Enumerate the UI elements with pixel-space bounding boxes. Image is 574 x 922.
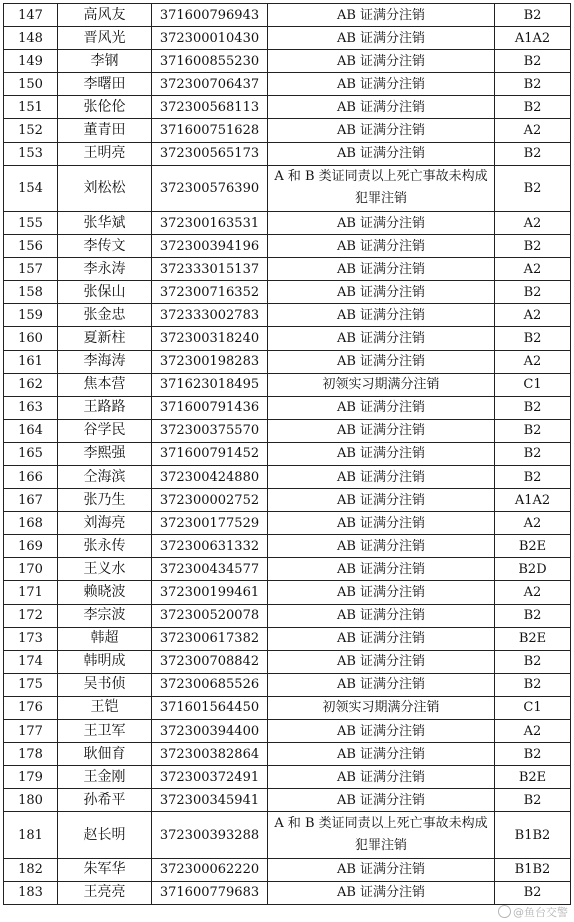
reason-cell: AB 证满分注销 bbox=[268, 419, 495, 442]
table-row bbox=[4, 650, 571, 673]
row-number-cell: 168 bbox=[4, 512, 58, 535]
name-cell: 孙希平 bbox=[58, 789, 152, 812]
table-row bbox=[4, 304, 571, 327]
license-number-cell: 372300002752 bbox=[152, 489, 268, 512]
row-number-cell: 181 bbox=[4, 812, 58, 858]
row-number-cell: 149 bbox=[4, 50, 58, 73]
row-number-cell: 154 bbox=[4, 165, 58, 211]
license-class-cell: B2 bbox=[495, 4, 571, 27]
license-class-cell: B1B2 bbox=[495, 858, 571, 881]
watermark-text: @鱼台交警 bbox=[513, 906, 568, 919]
row-number-cell: 166 bbox=[4, 465, 58, 488]
reason-cell: AB 证满分注销 bbox=[268, 673, 495, 696]
table-row bbox=[4, 881, 571, 904]
reason-cell: AB 证满分注销 bbox=[268, 789, 495, 812]
name-cell: 王金刚 bbox=[58, 766, 152, 789]
license-number-cell: 372333015137 bbox=[152, 258, 268, 281]
name-cell: 王义水 bbox=[58, 558, 152, 581]
row-number-cell: 169 bbox=[4, 535, 58, 558]
license-number-cell: 372300318240 bbox=[152, 327, 268, 350]
reason-cell: AB 证满分注销 bbox=[268, 535, 495, 558]
table-row bbox=[4, 558, 571, 581]
license-class-cell: B2 bbox=[495, 50, 571, 73]
row-number-cell: 150 bbox=[4, 73, 58, 96]
row-number-cell: 180 bbox=[4, 789, 58, 812]
row-number-cell: 151 bbox=[4, 96, 58, 119]
reason-cell: AB 证满分注销 bbox=[268, 235, 495, 258]
name-cell: 李传文 bbox=[58, 235, 152, 258]
row-number-cell: 183 bbox=[4, 881, 58, 904]
license-number-cell: 372300010430 bbox=[152, 27, 268, 50]
name-cell: 朱军华 bbox=[58, 858, 152, 881]
license-number-cell: 372300631332 bbox=[152, 535, 268, 558]
name-cell: 赵长明 bbox=[58, 812, 152, 858]
license-class-cell: C1 bbox=[495, 373, 571, 396]
row-number-cell: 177 bbox=[4, 720, 58, 743]
license-number-cell: 371600751628 bbox=[152, 119, 268, 142]
license-number-cell: 372300382864 bbox=[152, 743, 268, 766]
table-row bbox=[4, 512, 571, 535]
row-number-cell: 159 bbox=[4, 304, 58, 327]
row-number-cell: 161 bbox=[4, 350, 58, 373]
name-cell: 张乃生 bbox=[58, 489, 152, 512]
license-number-cell: 372300424880 bbox=[152, 465, 268, 488]
reason-cell: AB 证满分注销 bbox=[268, 881, 495, 904]
reason-cell: AB 证满分注销 bbox=[268, 50, 495, 73]
reason-cell: AB 证满分注销 bbox=[268, 327, 495, 350]
license-class-cell: B2 bbox=[495, 96, 571, 119]
row-number-cell: 156 bbox=[4, 235, 58, 258]
license-class-cell: A2 bbox=[495, 581, 571, 604]
row-number-cell: 165 bbox=[4, 442, 58, 465]
name-cell: 张永传 bbox=[58, 535, 152, 558]
license-number-cell: 372300576390 bbox=[152, 165, 268, 211]
weibo-icon bbox=[498, 905, 511, 918]
reason-cell: AB 证满分注销 bbox=[268, 211, 495, 234]
table-row bbox=[4, 581, 571, 604]
license-class-cell: B2 bbox=[495, 235, 571, 258]
reason-cell: AB 证满分注销 bbox=[268, 304, 495, 327]
license-class-cell: A2 bbox=[495, 512, 571, 535]
license-number-cell: 372300617382 bbox=[152, 627, 268, 650]
license-number-cell: 372300568113 bbox=[152, 96, 268, 119]
license-class-cell: B2 bbox=[495, 73, 571, 96]
row-number-cell: 172 bbox=[4, 604, 58, 627]
table-row bbox=[4, 396, 571, 419]
reason-cell: A 和 B 类证同责以上死亡事故未构成犯罪注销 bbox=[268, 812, 495, 858]
license-number-cell: 371600779683 bbox=[152, 881, 268, 904]
name-cell: 赖晓波 bbox=[58, 581, 152, 604]
license-number-cell: 372300708842 bbox=[152, 650, 268, 673]
reason-cell: AB 证满分注销 bbox=[268, 142, 495, 165]
row-number-cell: 155 bbox=[4, 211, 58, 234]
license-number-cell: 372300198283 bbox=[152, 350, 268, 373]
license-number-cell: 372300685526 bbox=[152, 673, 268, 696]
name-cell: 夏新柱 bbox=[58, 327, 152, 350]
reason-cell: AB 证满分注销 bbox=[268, 766, 495, 789]
table-row bbox=[4, 165, 571, 211]
name-cell: 吴书侦 bbox=[58, 673, 152, 696]
reason-cell: AB 证满分注销 bbox=[268, 489, 495, 512]
name-cell: 张保山 bbox=[58, 281, 152, 304]
license-class-cell: B2 bbox=[495, 673, 571, 696]
license-class-cell: B2 bbox=[495, 281, 571, 304]
license-class-cell: A1A2 bbox=[495, 27, 571, 50]
license-number-cell: 372300163531 bbox=[152, 211, 268, 234]
reason-cell: AB 证满分注销 bbox=[268, 512, 495, 535]
license-class-cell: B2 bbox=[495, 881, 571, 904]
reason-cell: AB 证满分注销 bbox=[268, 73, 495, 96]
reason-cell: AB 证满分注销 bbox=[268, 720, 495, 743]
row-number-cell: 170 bbox=[4, 558, 58, 581]
license-class-cell: B2 bbox=[495, 396, 571, 419]
table-row bbox=[4, 50, 571, 73]
row-number-cell: 167 bbox=[4, 489, 58, 512]
row-number-cell: 173 bbox=[4, 627, 58, 650]
reason-cell: AB 证满分注销 bbox=[268, 442, 495, 465]
table-row bbox=[4, 535, 571, 558]
row-number-cell: 171 bbox=[4, 581, 58, 604]
license-class-cell: A2 bbox=[495, 258, 571, 281]
license-class-cell: C1 bbox=[495, 696, 571, 719]
reason-cell: AB 证满分注销 bbox=[268, 743, 495, 766]
table-row bbox=[4, 812, 571, 858]
table-row bbox=[4, 350, 571, 373]
row-number-cell: 174 bbox=[4, 650, 58, 673]
name-cell: 董青田 bbox=[58, 119, 152, 142]
name-cell: 刘松松 bbox=[58, 165, 152, 211]
name-cell: 耿佃育 bbox=[58, 743, 152, 766]
reason-cell: AB 证满分注销 bbox=[268, 581, 495, 604]
row-number-cell: 157 bbox=[4, 258, 58, 281]
license-class-cell: B2 bbox=[495, 650, 571, 673]
reason-cell: AB 证满分注销 bbox=[268, 96, 495, 119]
table-row bbox=[4, 27, 571, 50]
license-number-cell: 372300375570 bbox=[152, 419, 268, 442]
name-cell: 张金忠 bbox=[58, 304, 152, 327]
license-number-cell: 372300434577 bbox=[152, 558, 268, 581]
table-row bbox=[4, 858, 571, 881]
name-cell: 张华斌 bbox=[58, 211, 152, 234]
license-class-cell: A2 bbox=[495, 119, 571, 142]
table-row bbox=[4, 604, 571, 627]
reason-cell: AB 证满分注销 bbox=[268, 858, 495, 881]
license-class-cell: B2 bbox=[495, 419, 571, 442]
name-cell: 王铠 bbox=[58, 696, 152, 719]
row-number-cell: 158 bbox=[4, 281, 58, 304]
table-row bbox=[4, 627, 571, 650]
reason-cell: AB 证满分注销 bbox=[268, 4, 495, 27]
reason-cell: AB 证满分注销 bbox=[268, 627, 495, 650]
table-row bbox=[4, 720, 571, 743]
name-cell: 谷学民 bbox=[58, 419, 152, 442]
name-cell: 焦本营 bbox=[58, 373, 152, 396]
table-row bbox=[4, 489, 571, 512]
row-number-cell: 179 bbox=[4, 766, 58, 789]
license-class-cell: B2 bbox=[495, 142, 571, 165]
name-cell: 王亮亮 bbox=[58, 881, 152, 904]
table-row bbox=[4, 766, 571, 789]
name-cell: 李宗波 bbox=[58, 604, 152, 627]
reason-cell: AB 证满分注销 bbox=[268, 350, 495, 373]
license-class-cell: B2 bbox=[495, 743, 571, 766]
name-cell: 王路路 bbox=[58, 396, 152, 419]
table-row bbox=[4, 789, 571, 812]
name-cell: 刘海亮 bbox=[58, 512, 152, 535]
license-class-cell: B2E bbox=[495, 535, 571, 558]
table-row bbox=[4, 743, 571, 766]
name-cell: 晋风光 bbox=[58, 27, 152, 50]
name-cell: 韩明成 bbox=[58, 650, 152, 673]
reason-cell: AB 证满分注销 bbox=[268, 604, 495, 627]
name-cell: 李永涛 bbox=[58, 258, 152, 281]
license-class-cell: A2 bbox=[495, 720, 571, 743]
license-class-cell: B1B2 bbox=[495, 812, 571, 858]
license-number-cell: 371600791452 bbox=[152, 442, 268, 465]
table-row bbox=[4, 419, 571, 442]
row-number-cell: 163 bbox=[4, 396, 58, 419]
table-row bbox=[4, 73, 571, 96]
reason-cell: AB 证满分注销 bbox=[268, 396, 495, 419]
row-number-cell: 147 bbox=[4, 4, 58, 27]
license-class-cell: B2 bbox=[495, 789, 571, 812]
name-cell: 韩超 bbox=[58, 627, 152, 650]
license-number-cell: 372300394196 bbox=[152, 235, 268, 258]
name-cell: 张伦伦 bbox=[58, 96, 152, 119]
license-number-cell: 372333002783 bbox=[152, 304, 268, 327]
table-row bbox=[4, 281, 571, 304]
license-number-cell: 372300177529 bbox=[152, 512, 268, 535]
watermark bbox=[498, 904, 568, 920]
row-number-cell: 176 bbox=[4, 696, 58, 719]
table-row bbox=[4, 442, 571, 465]
license-number-cell: 371600796943 bbox=[152, 4, 268, 27]
table-row bbox=[4, 142, 571, 165]
license-number-cell: 372300345941 bbox=[152, 789, 268, 812]
row-number-cell: 152 bbox=[4, 119, 58, 142]
license-class-cell: B2E bbox=[495, 627, 571, 650]
license-number-cell: 372300706437 bbox=[152, 73, 268, 96]
row-number-cell: 160 bbox=[4, 327, 58, 350]
name-cell: 高风友 bbox=[58, 4, 152, 27]
license-number-cell: 371600791436 bbox=[152, 396, 268, 419]
table-row bbox=[4, 673, 571, 696]
license-class-cell: B2 bbox=[495, 165, 571, 211]
table-row bbox=[4, 373, 571, 396]
table-row bbox=[4, 235, 571, 258]
license-class-cell: B2E bbox=[495, 766, 571, 789]
table-row bbox=[4, 4, 571, 27]
row-number-cell: 182 bbox=[4, 858, 58, 881]
license-class-cell: B2 bbox=[495, 465, 571, 488]
revocation-table bbox=[3, 3, 571, 905]
reason-cell: AB 证满分注销 bbox=[268, 119, 495, 142]
license-number-cell: 371600855230 bbox=[152, 50, 268, 73]
reason-cell: AB 证满分注销 bbox=[268, 558, 495, 581]
row-number-cell: 162 bbox=[4, 373, 58, 396]
license-class-cell: B2 bbox=[495, 604, 571, 627]
reason-cell: AB 证满分注销 bbox=[268, 27, 495, 50]
license-number-cell: 372300520078 bbox=[152, 604, 268, 627]
license-number-cell: 371623018495 bbox=[152, 373, 268, 396]
row-number-cell: 164 bbox=[4, 419, 58, 442]
name-cell: 王卫军 bbox=[58, 720, 152, 743]
license-number-cell: 372300394400 bbox=[152, 720, 268, 743]
table-row bbox=[4, 258, 571, 281]
name-cell: 仝海滨 bbox=[58, 465, 152, 488]
name-cell: 李曙田 bbox=[58, 73, 152, 96]
reason-cell: AB 证满分注销 bbox=[268, 465, 495, 488]
license-number-cell: 372300565173 bbox=[152, 142, 268, 165]
license-number-cell: 372300716352 bbox=[152, 281, 268, 304]
name-cell: 李熙强 bbox=[58, 442, 152, 465]
table-body bbox=[4, 4, 571, 905]
reason-cell: AB 证满分注销 bbox=[268, 281, 495, 304]
license-class-cell: A2 bbox=[495, 304, 571, 327]
row-number-cell: 178 bbox=[4, 743, 58, 766]
name-cell: 李钢 bbox=[58, 50, 152, 73]
table-row bbox=[4, 327, 571, 350]
license-class-cell: B2 bbox=[495, 327, 571, 350]
row-number-cell: 153 bbox=[4, 142, 58, 165]
reason-cell: 初领实习期满分注销 bbox=[268, 373, 495, 396]
license-number-cell: 372300062220 bbox=[152, 858, 268, 881]
license-number-cell: 372300372491 bbox=[152, 766, 268, 789]
license-class-cell: B2 bbox=[495, 442, 571, 465]
reason-cell: AB 证满分注销 bbox=[268, 258, 495, 281]
license-class-cell: A1A2 bbox=[495, 489, 571, 512]
table-row bbox=[4, 696, 571, 719]
table-row bbox=[4, 119, 571, 142]
table-row bbox=[4, 96, 571, 119]
name-cell: 王明亮 bbox=[58, 142, 152, 165]
row-number-cell: 148 bbox=[4, 27, 58, 50]
license-class-cell: B2D bbox=[495, 558, 571, 581]
license-number-cell: 371601564450 bbox=[152, 696, 268, 719]
license-number-cell: 372300393288 bbox=[152, 812, 268, 858]
reason-cell: A 和 B 类证同责以上死亡事故未构成犯罪注销 bbox=[268, 165, 495, 211]
license-class-cell: A2 bbox=[495, 350, 571, 373]
table-row bbox=[4, 465, 571, 488]
license-class-cell: A2 bbox=[495, 211, 571, 234]
table-row bbox=[4, 211, 571, 234]
name-cell: 李海涛 bbox=[58, 350, 152, 373]
license-number-cell: 372300199461 bbox=[152, 581, 268, 604]
reason-cell: 初领实习期满分注销 bbox=[268, 696, 495, 719]
reason-cell: AB 证满分注销 bbox=[268, 650, 495, 673]
row-number-cell: 175 bbox=[4, 673, 58, 696]
